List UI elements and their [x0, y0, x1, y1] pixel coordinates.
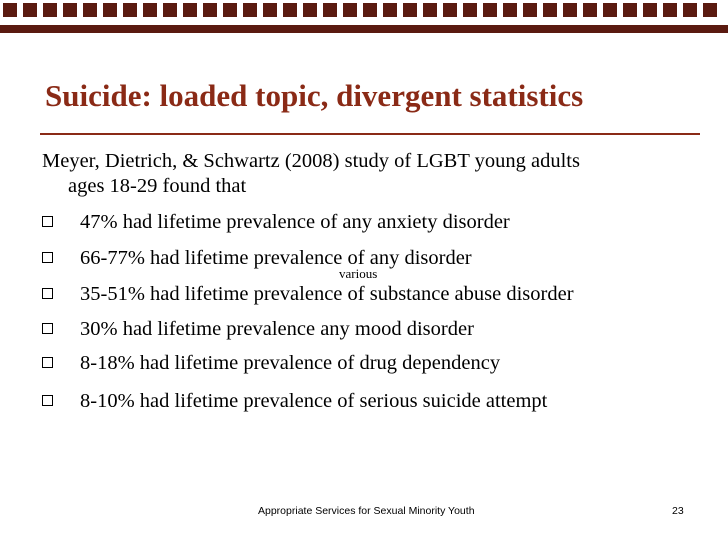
decor-square: [563, 3, 577, 17]
decor-square: [183, 3, 197, 17]
decor-square: [163, 3, 177, 17]
hollow-square-bullet-icon: [42, 216, 53, 227]
intro-paragraph: [42, 149, 702, 199]
intro-line-2: ages 18-29 found that: [68, 175, 247, 197]
decor-square: [643, 3, 657, 17]
intro-line-1: Meyer, Dietrich, & Schwartz (2008) study of LGBT young adults: [42, 150, 580, 172]
hollow-square-bullet-icon: [42, 357, 53, 368]
bullet-text: 47% had lifetime prevalence of any anxiety disorder: [80, 211, 510, 233]
decor-square: [503, 3, 517, 17]
header-band: [0, 25, 728, 33]
decor-square: [203, 3, 217, 17]
decor-square: [383, 3, 397, 17]
decor-square: [583, 3, 597, 17]
decor-square: [703, 3, 717, 17]
decor-square: [683, 3, 697, 17]
slide-title: Suicide: loaded topic, divergent statistics: [45, 78, 584, 113]
decor-square: [263, 3, 277, 17]
inserted-word: various: [339, 266, 378, 281]
decor-square: [103, 3, 117, 17]
decor-square: [663, 3, 677, 17]
bullet-text: 8-10% had lifetime prevalence of serious suicide attempt: [80, 390, 548, 412]
decor-square: [603, 3, 617, 17]
decor-square: [423, 3, 437, 17]
bullet-item: [42, 209, 702, 235]
title-divider: [40, 133, 700, 135]
decor-square: [243, 3, 257, 17]
decor-square: [23, 3, 37, 17]
hollow-square-bullet-icon: [42, 323, 53, 334]
decor-square: [443, 3, 457, 17]
bullet-item: [42, 281, 702, 307]
decor-square: [3, 3, 17, 17]
decor-square: [123, 3, 137, 17]
hollow-square-bullet-icon: [42, 395, 53, 406]
decor-square: [303, 3, 317, 17]
page-number: 23: [672, 505, 684, 517]
bullet-text: 8-18% had lifetime prevalence of drug dependency: [80, 352, 501, 374]
decor-square: [323, 3, 337, 17]
square-pattern-decoration: [0, 0, 728, 22]
decor-square: [543, 3, 557, 17]
decor-square: [363, 3, 377, 17]
bullet-text: 35-51% had lifetime prevalence of substance abuse disorder: [80, 283, 574, 305]
bullet-text: 66-77% had lifetime prevalence of any disorder: [80, 247, 472, 269]
bullet-item: [42, 350, 702, 376]
decor-square: [343, 3, 357, 17]
decor-square: [483, 3, 497, 17]
footer-text: Appropriate Services for Sexual Minority Youth: [258, 505, 475, 517]
decor-square: [223, 3, 237, 17]
decor-square: [63, 3, 77, 17]
hollow-square-bullet-icon: [42, 252, 53, 263]
decor-square: [623, 3, 637, 17]
decor-square: [523, 3, 537, 17]
bullet-item: [42, 388, 702, 414]
decor-square: [463, 3, 477, 17]
decor-square: [283, 3, 297, 17]
decor-square: [43, 3, 57, 17]
decor-square: [143, 3, 157, 17]
decor-square: [83, 3, 97, 17]
decor-square: [403, 3, 417, 17]
hollow-square-bullet-icon: [42, 288, 53, 299]
bullet-text: 30% had lifetime prevalence any mood disorder: [80, 318, 474, 340]
bullet-item: [42, 316, 702, 342]
